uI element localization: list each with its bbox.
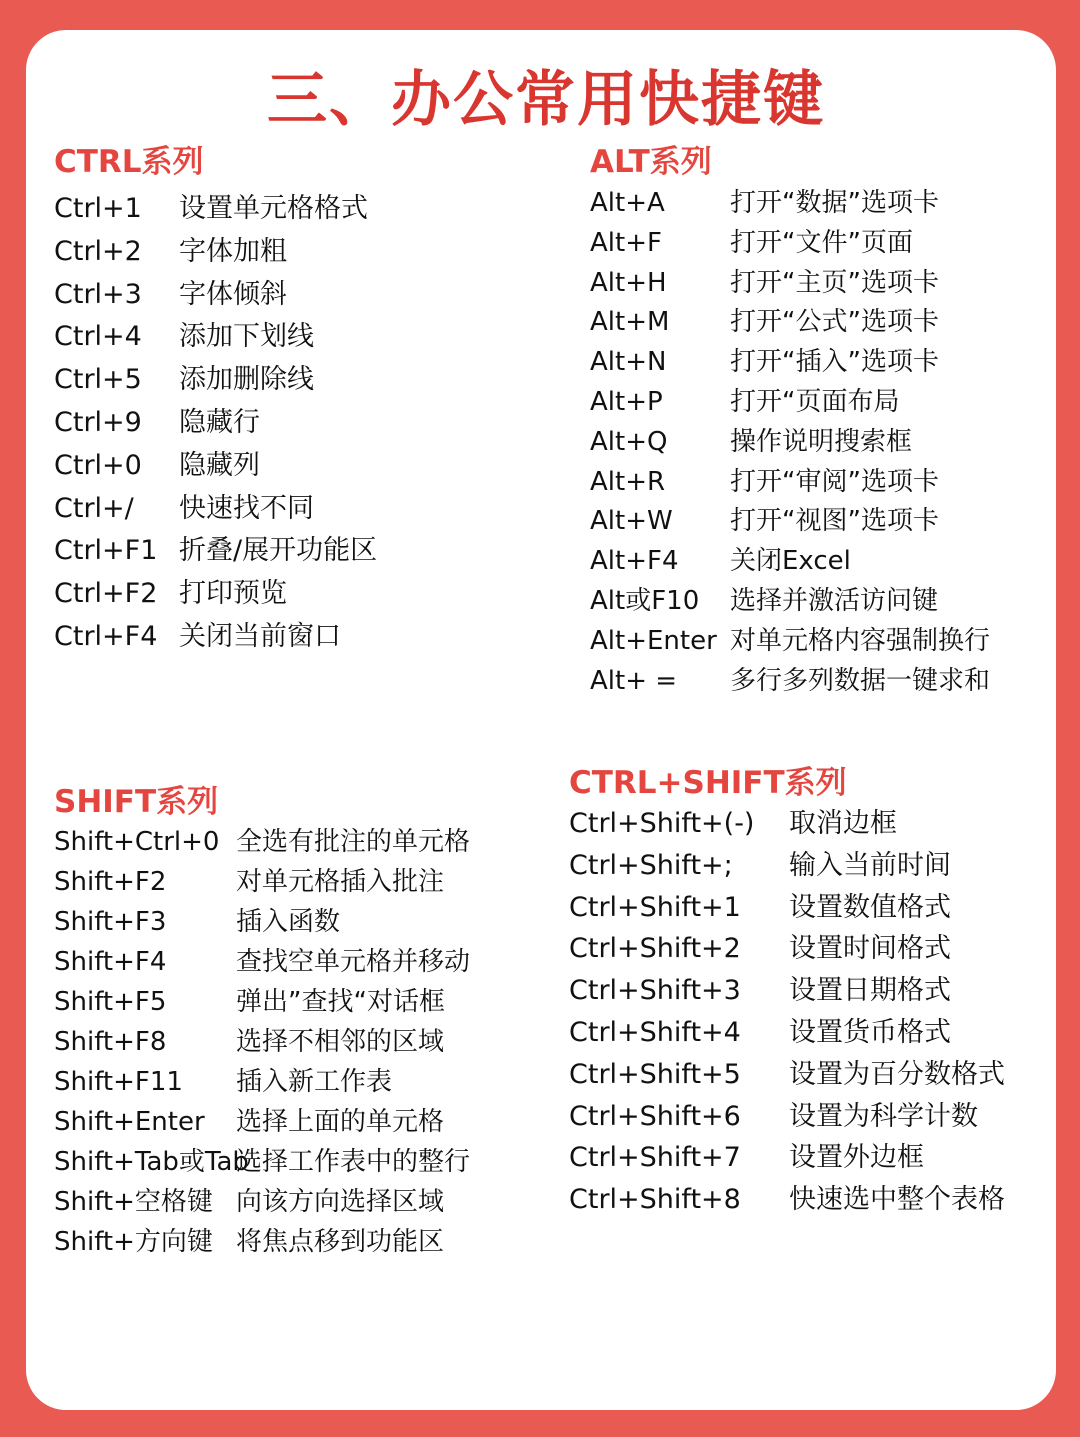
content-card [26,30,1056,1410]
shortcut-row [54,862,470,902]
shortcut-description: 关闭Excel [730,546,851,577]
shortcut-key: Alt+P [590,386,663,417]
shortcut-key: Ctrl+Shift+3 [569,975,741,1007]
shortcut-row [590,662,990,702]
shortcut-description: 折叠/展开功能区 [179,535,378,567]
shortcut-row [590,582,990,622]
shortcut-key: Ctrl+F2 [54,578,158,610]
shortcut-row [569,928,1005,970]
shortcut-key: Shift+F2 [54,867,167,897]
shortcut-key: Ctrl+1 [54,193,142,224]
shortcut-row [569,1096,1005,1138]
shortcut-row [569,887,1005,929]
shortcut-description: 操作说明搜索框 [730,426,913,457]
shortcut-key: Alt+ = [590,665,678,696]
shortcut-row [569,845,1005,887]
shortcut-row [54,1022,470,1062]
shortcut-row [590,542,990,582]
shortcut-description: 设置为百分数格式 [789,1058,1005,1090]
shortcut-key: Ctrl+Shift+1 [569,891,741,923]
shortcut-description: 打开“插入”选项卡 [730,347,939,378]
ctrl-shift-shortcut-list [569,803,1005,1221]
shortcut-description: 多行多列数据一键求和 [730,665,991,696]
shortcut-row [54,982,470,1022]
alt-section [590,142,990,701]
shortcut-description: 字体加粗 [179,235,287,267]
shortcut-key: Alt+M [590,307,670,338]
shortcut-row [54,488,377,531]
shortcut-key: Ctrl+Shift+5 [569,1058,741,1090]
shortcut-key: Shift+方向键 [54,1227,213,1257]
shortcut-description: 隐藏行 [179,406,260,438]
shortcut-row [54,231,377,274]
shortcut-description: 设置货币格式 [789,1016,951,1048]
shortcut-description: 打开“审阅”选项卡 [730,466,939,497]
shortcut-description: 全选有批注的单元格 [236,827,471,857]
shortcut-description: 选择并激活访问键 [730,585,939,616]
shortcut-row [54,445,377,488]
shortcut-key: Ctrl+Shift+(-) [569,808,755,839]
shortcut-key: Alt+Enter [590,625,717,656]
shortcut-description: 快速找不同 [179,492,314,524]
ctrl-shift-section [569,763,1005,1221]
shortcut-description: 打开“主页”选项卡 [730,267,939,298]
shortcut-row [54,402,377,445]
shortcut-key: Ctrl+4 [54,321,142,353]
shortcut-row [590,463,990,503]
shortcut-description: 设置单元格格式 [179,193,368,224]
ctrl-shift-section-title: CTRL+SHIFT系列 [569,765,847,801]
shortcut-key: Alt+F [590,227,662,258]
shortcut-row [569,1054,1005,1096]
shortcut-key: Alt+W [590,506,673,537]
shortcut-key: Ctrl+2 [54,235,142,267]
shortcut-description: 打开“文件”页面 [730,227,913,258]
shortcut-description: 对单元格插入批注 [236,867,445,897]
alt-section-title: ALT系列 [590,144,712,180]
shortcut-row [54,359,377,402]
shortcut-row [54,530,377,573]
shortcut-row [569,803,1005,845]
shortcut-row [54,1182,470,1222]
shortcut-description: 设置外边框 [789,1142,924,1174]
shortcut-description: 选择上面的单元格 [236,1107,445,1137]
shortcut-row [590,423,990,463]
shortcut-row [54,274,377,317]
shortcut-key: Ctrl+F1 [54,535,158,567]
shortcut-key: Alt+Q [590,426,668,457]
shortcut-description: 设置为科学计数 [789,1100,978,1132]
shortcut-key: Shift+空格键 [54,1187,213,1217]
shortcut-description: 输入当前时间 [789,849,951,881]
shortcut-row [54,616,377,659]
shortcut-row [569,1137,1005,1179]
shortcut-row [590,502,990,542]
shortcut-description: 打开“数据”选项卡 [730,188,939,218]
shortcut-description: 快速选中整个表格 [789,1184,1005,1216]
shortcut-description: 打开“视图”选项卡 [730,506,939,537]
shortcut-key: Shift+Enter [54,1107,205,1137]
ctrl-section [54,142,377,659]
page-title: 三、办公常用快捷键 [267,65,825,135]
shortcut-key: Ctrl+F4 [54,620,158,652]
shortcut-key: Ctrl+Shift+6 [569,1100,741,1132]
shortcut-key: Alt或F10 [590,585,700,616]
shortcut-description: 设置时间格式 [789,933,951,965]
shortcut-key: Ctrl+0 [54,449,142,481]
shortcut-row [54,573,377,616]
shortcut-description: 选择工作表中的整行 [236,1147,471,1177]
shortcut-description: 向该方向选择区域 [236,1187,445,1217]
shortcut-row [54,188,377,231]
alt-shortcut-list [590,184,990,701]
shortcut-row [569,1179,1005,1221]
shortcut-row [590,303,990,343]
shortcut-description: 查找空单元格并移动 [236,947,471,977]
shortcut-description: 弹出”查找“对话框 [236,987,445,1017]
shortcut-key: Alt+N [590,347,667,378]
shortcut-description: 设置数值格式 [789,891,951,923]
shortcut-row [590,622,990,662]
shortcut-description: 字体倾斜 [179,278,287,310]
shortcut-key: Ctrl+Shift+8 [569,1184,741,1216]
shortcut-key: Ctrl+Shift+7 [569,1142,741,1174]
shortcut-row [54,1142,470,1182]
shortcut-description: 打开“页面布局 [730,386,900,417]
shift-section-title: SHIFT系列 [54,784,219,820]
ctrl-shortcut-list [54,188,377,659]
shortcut-row [54,1222,470,1262]
shortcut-row [54,822,470,862]
shortcut-row [590,264,990,304]
shortcut-row [569,1012,1005,1054]
shortcut-key: Ctrl+Shift+; [569,849,733,881]
shortcut-row [569,970,1005,1012]
ctrl-section-title: CTRL系列 [54,144,204,180]
shortcut-description: 设置日期格式 [789,975,951,1007]
shortcut-key: Shift+F8 [54,1027,167,1057]
shortcut-key: Shift+F11 [54,1067,183,1097]
shortcut-key: Shift+F4 [54,947,167,977]
shortcut-description: 对单元格内容强制换行 [730,625,991,656]
shortcut-key: Alt+R [590,466,666,497]
shortcut-key: Alt+H [590,267,667,298]
shortcut-description: 添加下划线 [179,321,314,353]
shift-shortcut-list [54,822,470,1262]
shortcut-key: Ctrl+9 [54,406,142,438]
shortcut-row [54,1062,470,1102]
shortcut-key: Shift+F5 [54,987,167,1017]
shortcut-key: Ctrl+Shift+2 [569,933,741,965]
shortcut-key: Ctrl+Shift+4 [569,1016,741,1048]
shortcut-description: 添加删除线 [179,364,314,396]
shortcut-key: Ctrl+3 [54,278,142,310]
shortcut-description: 插入函数 [236,907,341,937]
shortcut-key: Alt+F4 [590,546,679,577]
shift-section [54,782,470,1262]
shortcut-key: Alt+A [590,188,665,218]
shortcut-key: Ctrl+/ [54,492,134,524]
shortcut-description: 选择不相邻的区域 [236,1027,445,1057]
shortcut-description: 插入新工作表 [236,1067,393,1097]
shortcut-description: 将焦点移到功能区 [236,1227,445,1257]
shortcut-key: Shift+F3 [54,907,167,937]
shortcut-row [590,224,990,264]
shortcut-key: Shift+Ctrl+0 [54,827,220,857]
shortcut-row [590,383,990,423]
shortcut-description: 打开“公式”选项卡 [730,307,939,338]
shortcut-row [54,942,470,982]
shortcut-description: 隐藏列 [179,449,260,481]
shortcut-row [54,1102,470,1142]
shortcut-description: 取消边框 [789,808,897,839]
shortcut-key: Ctrl+5 [54,364,142,396]
shortcut-row [590,184,990,224]
shortcut-description: 打印预览 [179,578,287,610]
shortcut-key: Shift+Tab或Tab [54,1147,249,1177]
shortcut-description: 关闭当前窗口 [179,620,341,652]
shortcut-row [54,902,470,942]
shortcut-row [54,316,377,359]
shortcut-row [590,343,990,383]
